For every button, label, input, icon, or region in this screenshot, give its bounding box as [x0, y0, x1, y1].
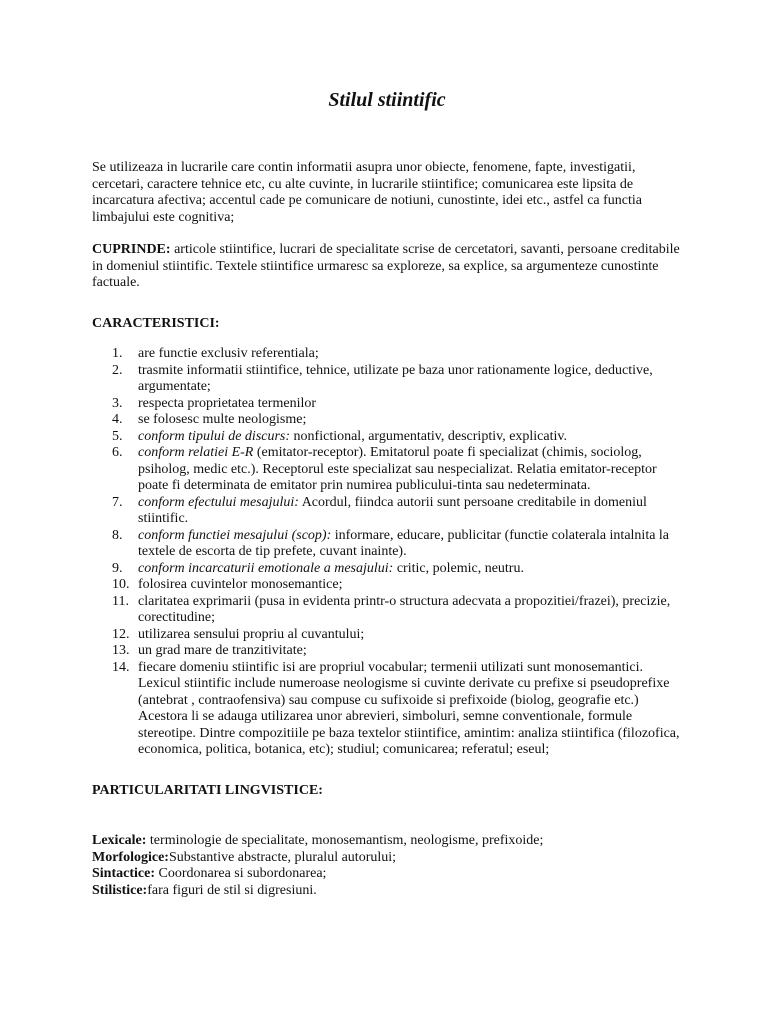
- list-item: [92, 429, 682, 446]
- list-item-number: 9.: [112, 560, 123, 576]
- particularitate-label: Sintactice:: [92, 866, 155, 881]
- list-item-text: critic, polemic, neutru.: [393, 560, 524, 576]
- title-rest: stiintific: [372, 89, 446, 111]
- cuprinde-text: articole stiintifice, lucrari de specialitate scrise de cercetatori, savanti, persoane creditabile in domeniul stiintific. Textele stiintifice urmaresc sa exploreze, sa explice, sa argumenteze cunostinte factuale.: [92, 242, 680, 290]
- list-item-lead: conform efectului mesajului:: [138, 494, 299, 510]
- caracteristici-list: [92, 346, 682, 759]
- list-item-lead: conform relatiei E-R: [138, 445, 254, 460]
- list-item-lead: conform incarcaturii emotionale a mesajului:: [138, 560, 394, 576]
- list-item-text: informare, educare, publicitar (functie colaterala intalnita la textele de escorta de tip prefete, cuvant inainte).: [138, 527, 670, 559]
- list-item-lead: conform tipului de discurs:: [138, 428, 291, 444]
- list-item: [92, 412, 682, 429]
- list-item-text: utilizarea sensului propriu al cuvantului;: [138, 626, 365, 642]
- list-item-number: 8.: [112, 527, 123, 543]
- caracteristici-heading: CARACTERISTICI:: [92, 315, 220, 331]
- list-item-number: 10.: [112, 577, 130, 592]
- list-item-text: respecta proprietatea termenilor: [138, 395, 317, 411]
- list-item: [92, 594, 682, 627]
- list-item: [92, 577, 682, 594]
- list-item-number: 5.: [112, 428, 123, 444]
- intro-paragraph: Se utilizeaza in lucrarile care contin informatii asupra unor obiecte, fenomene, fapte, investigatii, cercetari, caractere tehnice etc, cu alte cuvinte, in lucrarile stiintifice; comunicarea este lipsita de incarcatura afectiva; accentul cade pe comunicare de notiuni, cunostinte, idei etc., astfel ca functia limbajului este cognitiva;: [92, 160, 642, 225]
- list-item: [92, 561, 682, 578]
- list-item: [92, 346, 682, 363]
- title-bold: Stilul: [328, 89, 373, 111]
- list-item: [92, 495, 682, 528]
- cuprinde-label: CUPRINDE:: [92, 242, 171, 257]
- list-item: [92, 643, 682, 660]
- list-item-number: 3.: [112, 395, 123, 411]
- particularitate-row: [92, 833, 682, 850]
- list-item: [92, 627, 682, 644]
- particularitate-label: Morfologice:: [92, 849, 169, 865]
- particularitati-list: [92, 833, 682, 899]
- list-item-text: trasmite informatii stiintifice, tehnice, utilizate pe baza unor rationamente logice, deductive, argumentate;: [138, 362, 653, 394]
- list-item: [92, 528, 682, 561]
- list-item: [92, 445, 682, 495]
- particularitate-text: terminologie de specialitate, monosemantism, neologisme, prefixoide;: [146, 833, 544, 848]
- list-item-number: 12.: [112, 626, 130, 642]
- list-item: [92, 660, 682, 759]
- list-item: [92, 363, 682, 396]
- list-item-text: are functie exclusiv referentiala;: [138, 346, 319, 361]
- particularitate-row: [92, 866, 682, 883]
- particularitate-text: Coordonarea si subordonarea;: [154, 866, 327, 881]
- list-item-text: un grad mare de tranzitivitate;: [138, 643, 307, 658]
- particularitate-label: Stilistice:: [92, 882, 148, 898]
- list-item-number: 6.: [112, 445, 123, 460]
- document-title: [92, 88, 682, 112]
- list-item-text: nonfictional, argumentativ, descriptiv, explicativ.: [290, 428, 567, 444]
- particularitate-text: Substantive abstracte, pluralul autorului;: [168, 849, 397, 865]
- list-item-number: 13.: [112, 643, 130, 658]
- list-item-number: 4.: [112, 412, 123, 427]
- list-item-text: se folosesc multe neologisme;: [138, 412, 307, 427]
- cuprinde-paragraph: [92, 242, 682, 292]
- list-item-text: folosirea cuvintelor monosemantice;: [138, 577, 343, 592]
- list-item-lead: conform functiei mesajului (scop):: [138, 527, 332, 543]
- list-item-text: (emitator-receptor). Emitatorul poate fi specializat (chimis, sociolog, psiholog, medic etc.). Receptorul este specializat sau nespecializat. Relatia emitator-receptor poate fi determinata de emitator prin numirea publicului-tinta sau nedeterminata.: [138, 445, 657, 493]
- list-item-number: 2.: [112, 362, 123, 378]
- particularitate-label: Lexicale:: [92, 833, 147, 848]
- particularitati-heading: PARTICULARITATI LINGVISTICE:: [92, 782, 323, 798]
- list-item-number: 7.: [112, 494, 123, 510]
- list-item-number: 14.: [112, 659, 130, 675]
- list-item-text: claritatea exprimarii (pusa in evidenta printr-o structura adecvata a propozitiei/frazei), precizie, corectitudine;: [138, 593, 671, 625]
- list-item-number: 11.: [112, 593, 129, 609]
- list-item: [92, 396, 682, 413]
- list-item-text: Acordul, fiindca autorii sunt persoane creditabile in domeniul stiintific.: [138, 494, 647, 526]
- particularitate-row: [92, 883, 682, 900]
- document-page: [92, 88, 682, 899]
- list-item-number: 1.: [112, 346, 123, 361]
- particularitate-row: [92, 850, 682, 867]
- particularitate-text: fara figuri de stil si digresiuni.: [147, 882, 317, 898]
- list-item-text: fiecare domeniu stiintific isi are propriul vocabular; termenii utilizati sunt monosemantici. Lexicul stiintific include numeroase neologisme si cuvinte derivate cu prefixe si pseudoprefixe (antebrat , contraofensiva) sau compuse cu sufixoide si prefixoide (biolog, geografie etc.) Acestora li se adauga utilizarea unor abrevieri, simboluri, semne conventionale, formule stereotipe. Dintre compozitiile pe baza textelor stiintifice, amintim: analiza stiintifica (filozofica, economica, politica, botanica, etc); studiul; comunicarea; referatul; eseul;: [138, 659, 680, 757]
